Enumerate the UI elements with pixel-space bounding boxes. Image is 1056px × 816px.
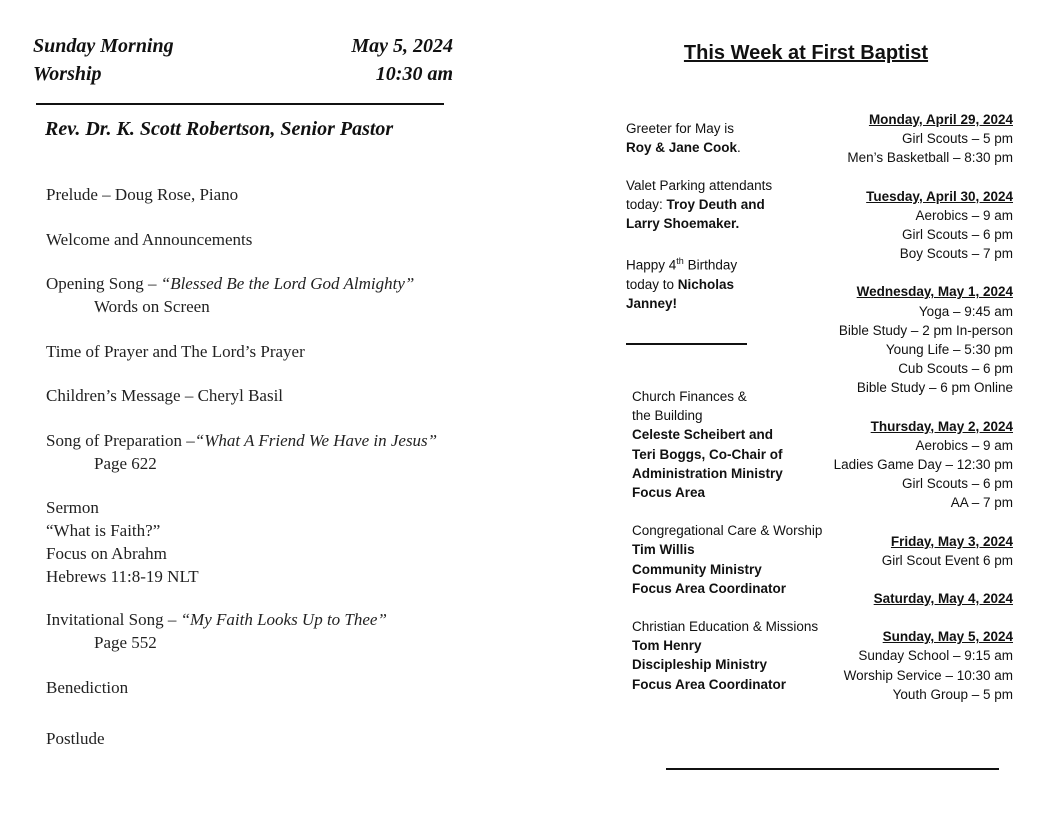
leader-name-line: Focus Area Coordinator xyxy=(632,580,787,596)
leader-name-line: Discipleship Ministry xyxy=(632,657,768,673)
order-item-postlude xyxy=(46,727,105,750)
day-heading: Sunday, May 5, 2024 xyxy=(882,629,1013,645)
footer-divider xyxy=(666,768,999,770)
order-item-sermon xyxy=(46,496,199,588)
event-line: Girl Scouts – 5 pm xyxy=(901,131,1013,147)
greeter-label: Greeter for May is xyxy=(626,121,735,136)
sermon-title: “What is Faith?” xyxy=(46,521,161,540)
greeter-end: . xyxy=(737,140,741,155)
leader-name-line: Celeste Scheibert and xyxy=(632,427,774,443)
order-item-text: Prelude – Doug Rose, Piano xyxy=(46,185,239,204)
event-line: Girl Scouts – 6 pm xyxy=(901,476,1013,492)
birthday-sup: th xyxy=(676,256,684,266)
event-line: Aerobics – 9 am xyxy=(915,207,1013,223)
order-item-opening-song xyxy=(46,272,414,318)
weekly-news-panel xyxy=(528,0,1056,816)
valet-names-1: Troy Deuth and xyxy=(666,197,765,212)
leader-name-line: Teri Boggs, Co-Chair of xyxy=(632,446,783,462)
leader-name-line: Focus Area Coordinator xyxy=(632,676,787,692)
day-thursday xyxy=(783,417,1013,513)
order-item-prefix: Song of Preparation – xyxy=(46,431,195,450)
weekly-schedule xyxy=(783,110,1013,723)
service-line-1: Sunday Morning xyxy=(33,35,174,57)
order-item-childrens-message xyxy=(46,384,283,407)
service-datetime xyxy=(330,32,453,88)
day-tuesday xyxy=(783,187,1013,264)
valet-label: Valet Parking attendants xyxy=(626,178,773,193)
birthday-name-1: Nicholas xyxy=(677,276,735,292)
event-line: Girl Scouts – 6 pm xyxy=(901,227,1013,243)
day-heading: Friday, May 3, 2024 xyxy=(890,533,1013,549)
service-date: May 5, 2024 xyxy=(351,35,453,57)
song-title: “My Faith Looks Up to Thee” xyxy=(180,610,387,629)
event-line: Yoga – 9:45 am xyxy=(918,303,1013,319)
sermon-label: Sermon xyxy=(46,498,99,517)
leader-area-line: Church Finances & xyxy=(632,389,747,404)
leader-name-line: Administration Ministry xyxy=(632,465,783,481)
weekly-title: This Week at First Baptist xyxy=(683,42,929,64)
day-heading: Saturday, May 4, 2024 xyxy=(873,591,1013,607)
order-item-text: Postlude xyxy=(46,729,105,748)
event-line: Men’s Basketball – 8:30 pm xyxy=(847,150,1013,166)
leader-name-line: Tim Willis xyxy=(632,542,695,558)
birthday-name-2: Janney! xyxy=(626,295,678,311)
event-line: Worship Service – 10:30 am xyxy=(843,667,1013,683)
service-time: 10:30 am xyxy=(375,63,453,85)
song-title: “Blessed Be the Lord God Almighty” xyxy=(160,274,415,293)
order-item-sub: Words on Screen xyxy=(94,297,210,316)
birthday-prefix: Happy 4 xyxy=(626,257,677,273)
order-item-invitational-song xyxy=(46,608,387,654)
leader-name-line: Community Ministry xyxy=(632,561,762,577)
event-line: Girl Scout Event 6 pm xyxy=(881,552,1013,568)
event-line: Aerobics – 9 am xyxy=(915,437,1013,453)
event-line: Boy Scouts – 7 pm xyxy=(899,246,1013,262)
day-friday xyxy=(783,532,1013,570)
birthday-suffix: Birthday xyxy=(683,257,738,273)
event-line: Youth Group – 5 pm xyxy=(892,686,1013,702)
leader-name-line: Focus Area xyxy=(632,485,706,501)
event-line: Bible Study – 6 pm Online xyxy=(856,380,1013,396)
order-item-prefix: Invitational Song – xyxy=(46,610,181,629)
day-heading: Wednesday, May 1, 2024 xyxy=(856,284,1013,300)
day-heading: Thursday, May 2, 2024 xyxy=(870,418,1013,434)
order-item-text: Welcome and Announcements xyxy=(46,230,253,249)
order-item-song-of-preparation xyxy=(46,429,437,475)
day-sunday xyxy=(783,627,1013,704)
leader-area-line: the Building xyxy=(632,408,703,424)
order-item-prayer xyxy=(46,340,305,363)
valet-names-2: Larry Shoemaker. xyxy=(626,216,740,231)
event-line: Bible Study – 2 pm In-person xyxy=(838,322,1013,338)
service-line-2: Worship xyxy=(33,63,102,85)
order-item-prefix: Opening Song – xyxy=(46,274,161,293)
day-monday xyxy=(783,110,1013,168)
valet-prefix: today: xyxy=(626,197,667,212)
day-heading: Tuesday, April 30, 2024 xyxy=(866,188,1013,204)
event-line: AA – 7 pm xyxy=(950,495,1013,511)
notes-divider xyxy=(626,343,747,345)
service-name xyxy=(33,32,174,88)
birthday-line2-prefix: today to xyxy=(626,276,678,292)
pastor-name: Rev. Dr. K. Scott Robertson, Senior Pastor xyxy=(45,118,394,140)
order-item-prelude xyxy=(46,183,238,206)
leader-name-line: Tom Henry xyxy=(632,638,702,654)
day-saturday xyxy=(783,589,1013,608)
leader-area-line: Congregational Care & Worship xyxy=(632,523,823,539)
sermon-scripture: Hebrews 11:8-19 NLT xyxy=(46,567,199,586)
greeter-names: Roy & Jane Cook xyxy=(626,140,738,155)
song-title: “What A Friend We Have in Jesus” xyxy=(194,431,438,450)
order-item-text: Time of Prayer and The Lord’s Prayer xyxy=(46,342,305,361)
event-line: Cub Scouts – 6 pm xyxy=(898,361,1013,377)
order-item-text: Children’s Message – Cheryl Basil xyxy=(46,386,284,405)
leader-area-line: Christian Education & Missions xyxy=(632,619,819,635)
order-item-sub: Page 552 xyxy=(94,633,157,652)
order-item-text: Benediction xyxy=(46,678,129,697)
order-item-welcome xyxy=(46,228,252,251)
header-divider xyxy=(36,103,444,105)
order-item-benediction xyxy=(46,676,128,699)
order-item-sub: Page 622 xyxy=(94,454,157,473)
event-line: Ladies Game Day – 12:30 pm xyxy=(833,457,1013,473)
sermon-focus: Focus on Abrahm xyxy=(46,544,167,563)
event-line: Young Life – 5:30 pm xyxy=(885,342,1013,358)
day-heading: Monday, April 29, 2024 xyxy=(868,112,1013,127)
day-wednesday xyxy=(783,282,1013,397)
event-line: Sunday School – 9:15 am xyxy=(858,648,1013,664)
